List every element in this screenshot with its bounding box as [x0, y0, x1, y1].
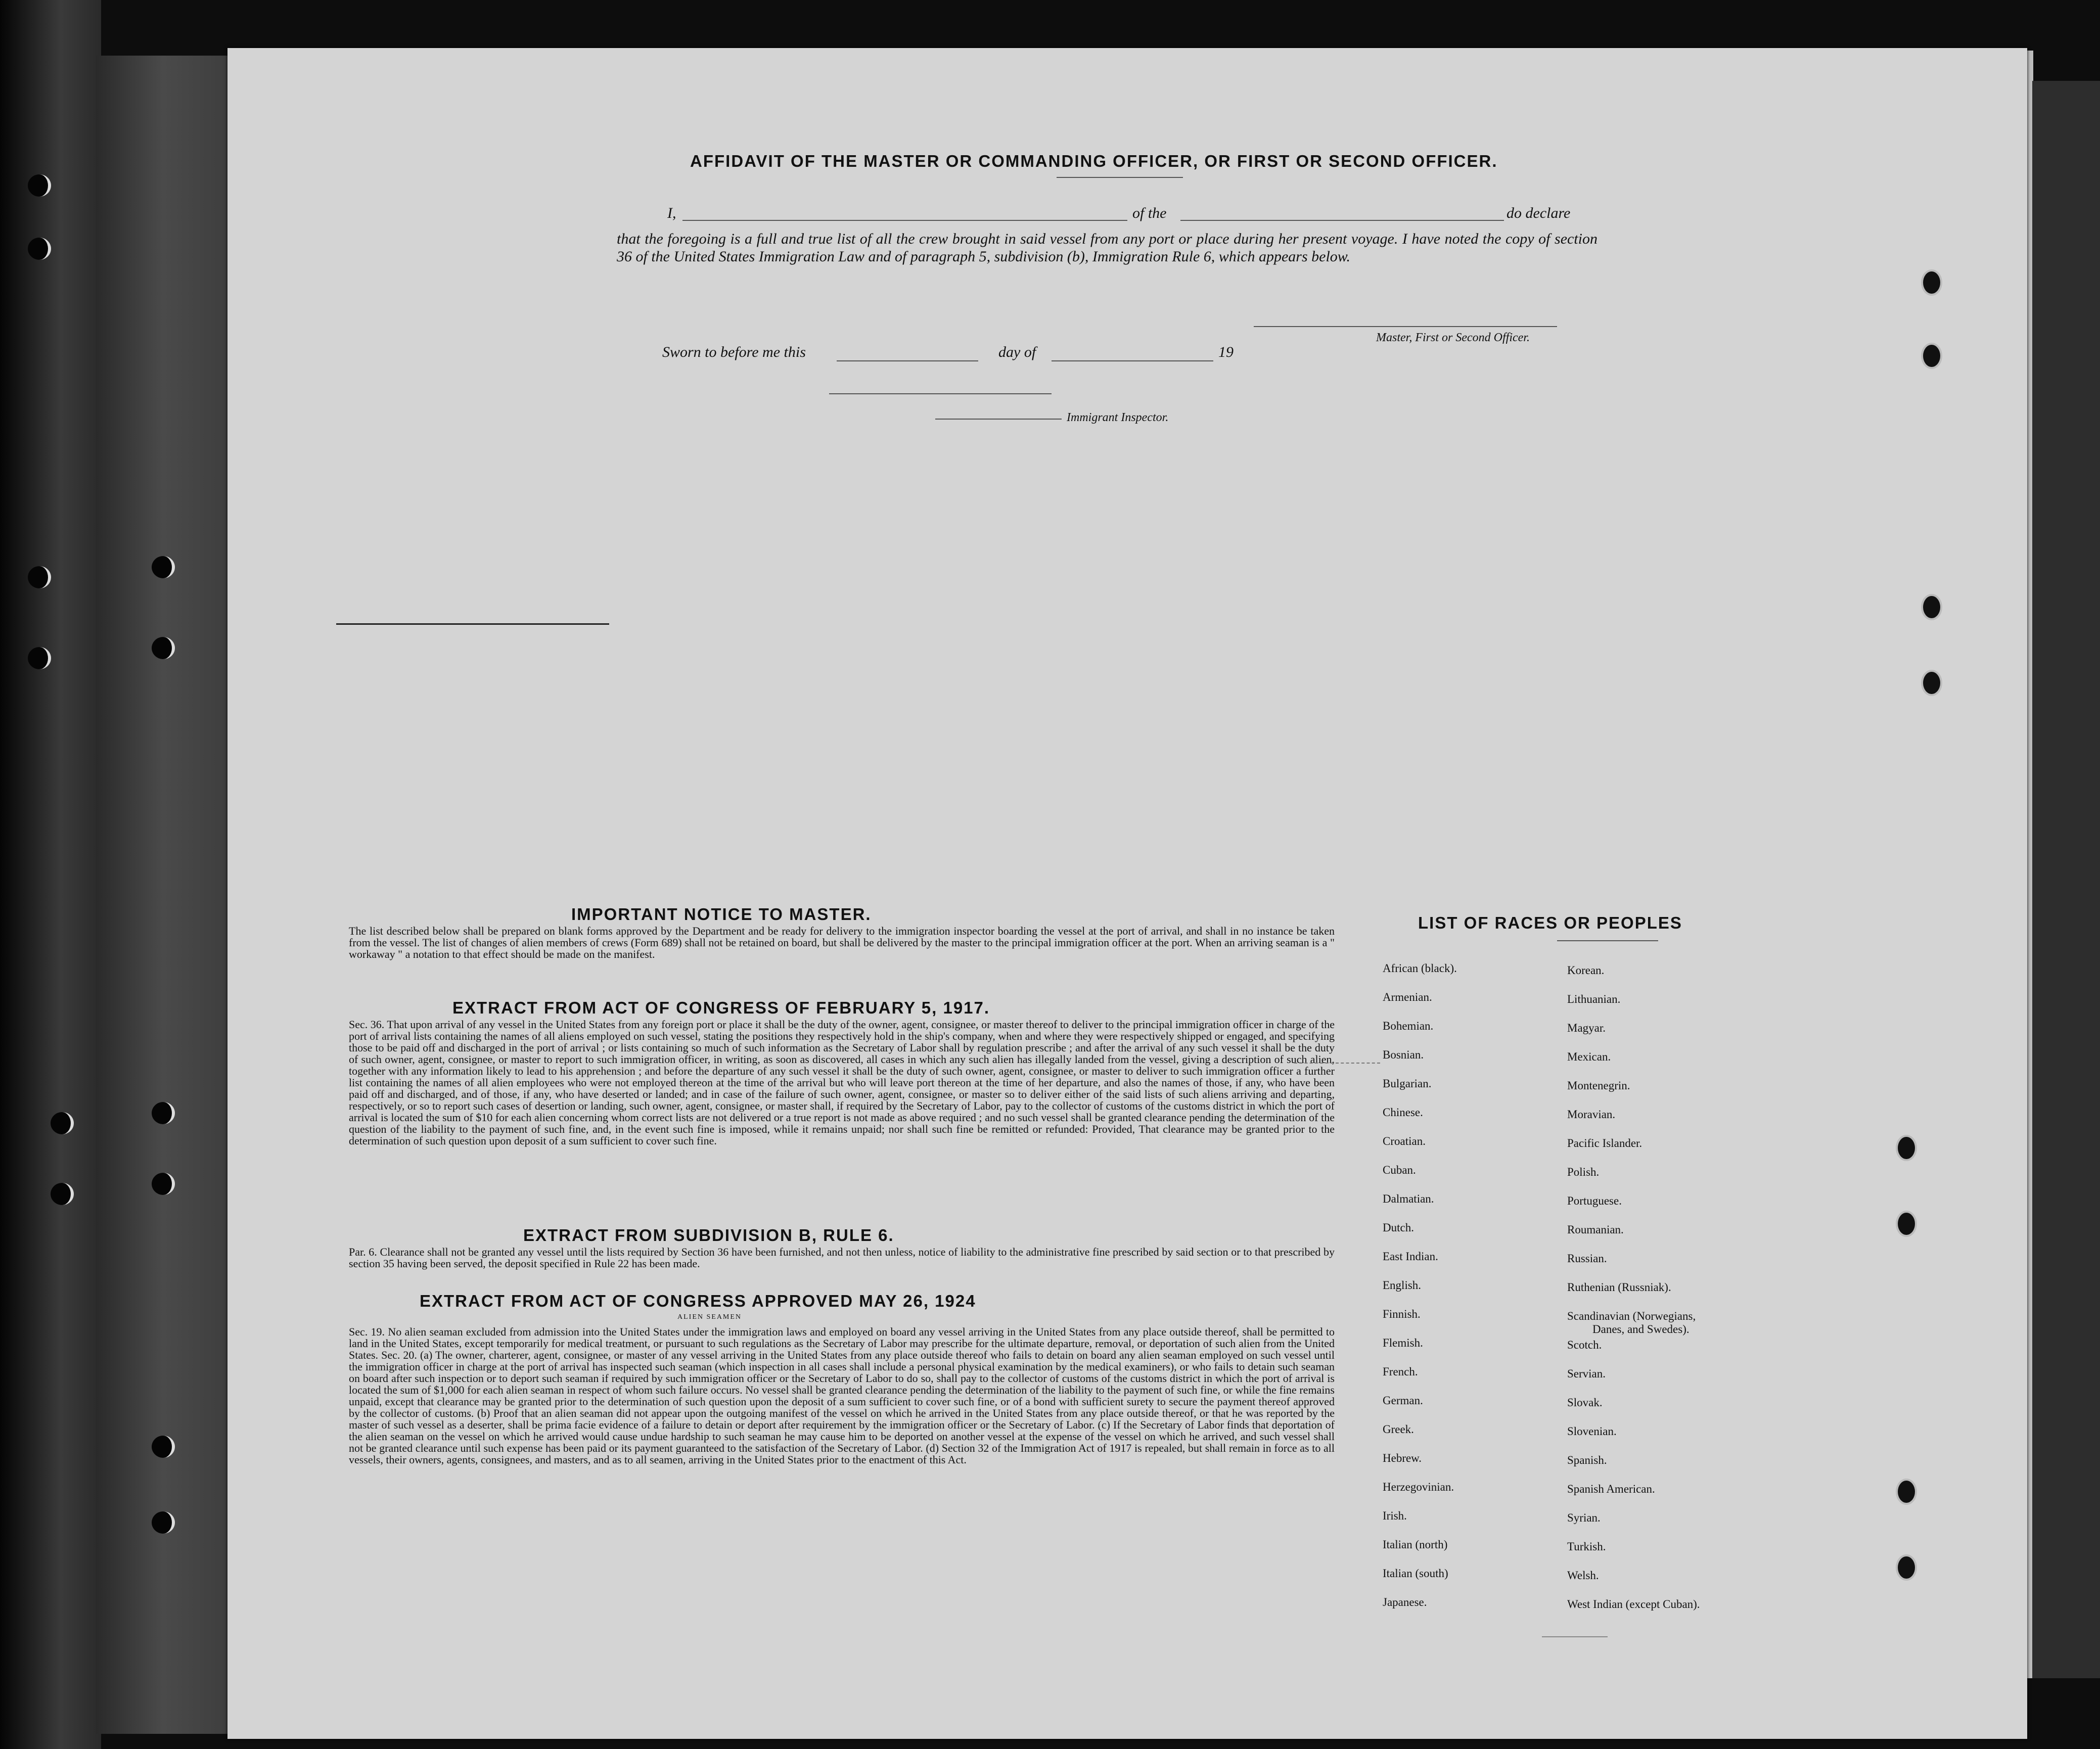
- race-item: Greek.: [1383, 1423, 1414, 1436]
- inspector-label: Immigrant Inspector.: [1067, 411, 1169, 424]
- punch-hole: [1921, 269, 1942, 296]
- race-item: Mexican.: [1567, 1050, 1611, 1063]
- underlying-page-edge: [2032, 81, 2100, 1678]
- punch-hole: [1921, 670, 1942, 696]
- race-item: Russian.: [1567, 1252, 1607, 1265]
- race-item: Slovak.: [1567, 1396, 1603, 1409]
- race-item: Turkish.: [1567, 1540, 1606, 1553]
- punch-hole: [1896, 1479, 1917, 1505]
- race-item: Hebrew.: [1383, 1452, 1422, 1464]
- race-item: Flemish.: [1383, 1337, 1423, 1349]
- race-item: English.: [1383, 1279, 1422, 1292]
- race-item: Bosnian.: [1383, 1048, 1424, 1061]
- race-item: Chinese.: [1383, 1106, 1423, 1119]
- punch-hole: [1921, 594, 1942, 620]
- race-item: Korean.: [1567, 964, 1605, 977]
- binder-hole: [152, 1436, 175, 1458]
- race-item: Servian.: [1567, 1367, 1606, 1380]
- race-item: Croatian.: [1383, 1135, 1426, 1147]
- vessel-blank[interactable]: [1180, 220, 1504, 221]
- form-page: [227, 48, 2027, 1739]
- race-item: Spanish.: [1567, 1454, 1607, 1466]
- race-item: Scandinavian (Norwegians,: [1567, 1310, 1696, 1322]
- affidavit-title: AFFIDAVIT OF THE MASTER OR COMMANDING OFFICER, OR FIRST OR SECOND OFFICER.: [690, 152, 1498, 170]
- binder-hole: [152, 1173, 175, 1195]
- binder-hole: [28, 566, 51, 588]
- race-item: Roumanian.: [1567, 1223, 1624, 1236]
- races-rule: [1557, 940, 1658, 941]
- punch-hole: [1896, 1554, 1917, 1581]
- scan-left-edge: [0, 0, 101, 1749]
- sworn-year: 19: [1218, 344, 1234, 360]
- inspector-blank-1[interactable]: [829, 393, 1052, 394]
- race-item: East Indian.: [1383, 1250, 1438, 1263]
- punch-hole: [1896, 1135, 1917, 1161]
- race-item: Danes, and Swedes).: [1592, 1323, 1690, 1336]
- race-item: Armenian.: [1383, 991, 1432, 1003]
- binder-hole: [152, 1511, 175, 1534]
- binder-hole: [28, 174, 51, 197]
- race-item: Herzegovinian.: [1383, 1481, 1454, 1493]
- race-item: German.: [1383, 1394, 1423, 1407]
- title-rule: [1057, 177, 1183, 178]
- race-item: Finnish.: [1383, 1308, 1421, 1320]
- extract-1924-text: Sec. 19. No alien seaman excluded from admission into the United States under the immigration laws and employed on board any vessel arriving in the United States from any place outside thereof, shall be permitted to land in the United States, except temporarily for medical treatment, or pursuant to such regulations as the Secretary of Labor may prescribe for the ultimate departure, removal, or deportation of such alien from the United States. Sec. 20. (a) The owner, charterer, agent, consignee, or master of any vessel arriving in the United States from any place outside thereof who fails to detain on board any alien seaman employed on such vessel until the immigration officer in charge at the port of arrival has inspected such seaman (which inspection in all cases shall include a personal physical examination by the medical examiners), or who fails to detain such seaman on board after such inspection or to deport such seaman if required by such immigration officer or the Secretary of Labor to do so, shall pay to the collector of customs of the customs district in which the port of arrival is located the sum of $1,000 for each alien seaman in respect of whom such failure occurs. No vessel shall be granted clearance pending the determination of the liability to the payment of such fine, or while the fine remains unpaid, except that clearance may be granted prior to the determination of such question upon the deposit of a sum sufficient to cover such fine, or of a bond with sufficient surety to secure the payment thereof approved by the collector of customs. (b) Proof that an alien seaman did not appear upon the outgoing manifest of the vessel on which he arrived in the United States from any place outside thereof, or that he was reported by the master of such vessel as a deserter, shall be prima facie evidence of a failure to detain or deport after requirement by the immigration officer or the Secretary of Labor. (c) If the Secretary of Labor finds that deportation of the alien seaman on the vessel on which he arrived would cause undue hardship to such seaman he may cause him to be deported on another vessel at the expense of the vessel on which he arrived, and such vessel shall not be granted clearance until such expense has been paid or its payment guaranteed to the satisfaction of the Secretary of Labor. (d) Section 32 of the Immigration Act of 1917 is repealed, but shall remain in force as to all vessels, their owners, agents, consignees, and masters, and as to all seamen, arriving in the United States prior to the enactment of this Act.: [349, 1325, 1335, 1466]
- binder-hole: [152, 1102, 175, 1124]
- race-item: Dutch.: [1383, 1221, 1414, 1234]
- affidavit-declare: do declare: [1506, 205, 1571, 221]
- inspector-blank-2[interactable]: [935, 419, 1062, 420]
- race-item: Polish.: [1567, 1166, 1600, 1178]
- binder-hole: [28, 647, 51, 669]
- race-item: Syrian.: [1567, 1511, 1601, 1524]
- signature-label: Master, First or Second Officer.: [1376, 331, 1530, 344]
- race-item: Cuban.: [1383, 1164, 1416, 1176]
- race-item: Montenegrin.: [1567, 1079, 1630, 1092]
- sworn-date-blank[interactable]: [837, 360, 978, 361]
- race-item: Magyar.: [1567, 1022, 1606, 1034]
- race-item: Dalmatian.: [1383, 1192, 1434, 1205]
- extract-1924-title: EXTRACT FROM ACT OF CONGRESS APPROVED MAY 26, 1924: [420, 1292, 976, 1310]
- notice-text: The list described below shall be prepared on blank forms approved by the Department and be ready for delivery to the immigration inspector boarding the vessel at the port of arrival, and shall in no instance be taken from the vessel. The list of changes of alien members of crews (Form 689) shall not be retained on board, but shall be delivered by the master to the principal immigration officer at the port. When an arriving seaman is a " workaway " a notation to that effect should be made on the manifest.: [349, 925, 1335, 960]
- affidavit-paragraph: that the foregoing is a full and true list of all the crew brought in said vessel from any port or place during her present voyage. I have noted the copy of section 36 of the United States Immigration Law and of paragraph 5, subdivision (b), Immigration Rule 6, which appears below.: [617, 231, 1597, 265]
- race-item: Spanish American.: [1567, 1483, 1655, 1495]
- race-item: Ruthenian (Russniak).: [1567, 1281, 1671, 1294]
- race-item: Irish.: [1383, 1509, 1407, 1522]
- races-title: LIST OF RACES OR PEOPLES: [1418, 913, 1682, 932]
- race-item: Pacific Islander.: [1567, 1137, 1642, 1149]
- race-item: Bohemian.: [1383, 1020, 1434, 1032]
- race-item: Lithuanian.: [1567, 993, 1621, 1005]
- binder-hole: [51, 1183, 74, 1205]
- rule6-title: EXTRACT FROM SUBDIVISION B, RULE 6.: [523, 1226, 894, 1245]
- binder-hole: [28, 238, 51, 260]
- race-item: African (black).: [1383, 962, 1457, 975]
- race-item: French.: [1383, 1365, 1418, 1378]
- affidavit-of-the: of the: [1132, 205, 1167, 221]
- faint-mark: [1294, 1063, 1380, 1064]
- extract-1917-title: EXTRACT FROM ACT OF CONGRESS OF FEBRUARY 5, 1917.: [452, 998, 990, 1017]
- rule6-text: Par. 6. Clearance shall not be granted any vessel until the lists required by Section 36 have been furnished, and not then unless, notice of liability to the administrative fine prescribed by said section or to that prescribed by section 35 having been served, the deposit specified in Rule 22 has been made.: [349, 1246, 1335, 1270]
- race-item: Bulgarian.: [1383, 1077, 1432, 1090]
- pen-stroke: [336, 623, 609, 625]
- signature-blank[interactable]: [1254, 326, 1557, 327]
- race-item: Moravian.: [1567, 1108, 1616, 1121]
- sworn-month-blank[interactable]: [1052, 360, 1213, 361]
- faint-mark: [1542, 1636, 1608, 1637]
- race-item: Japanese.: [1383, 1596, 1427, 1608]
- punch-hole: [1896, 1211, 1917, 1237]
- race-item: Welsh.: [1567, 1569, 1599, 1582]
- race-item: Italian (north): [1383, 1538, 1448, 1551]
- race-item: Italian (south): [1383, 1567, 1448, 1580]
- binder-hole: [51, 1112, 74, 1134]
- race-item: Portuguese.: [1567, 1194, 1622, 1207]
- sworn-day-of: day of: [998, 344, 1036, 360]
- binder-hole: [152, 556, 175, 578]
- sworn-text: Sworn to before me this: [662, 344, 806, 360]
- punch-hole: [1921, 343, 1942, 369]
- binder-hole: [152, 637, 175, 659]
- extract-1924-subtitle: ALIEN SEAMEN: [677, 1313, 742, 1321]
- race-item: Slovenian.: [1567, 1425, 1617, 1438]
- affidavit-i: I,: [667, 205, 676, 221]
- race-item: West Indian (except Cuban).: [1567, 1598, 1700, 1610]
- name-blank[interactable]: [682, 220, 1127, 221]
- notice-title: IMPORTANT NOTICE TO MASTER.: [571, 905, 872, 924]
- extract-1917-text: Sec. 36. That upon arrival of any vessel in the United States from any foreign port or place it shall be the duty of the owner, agent, consignee, or master thereof to deliver to the principal immigration officer in charge of the port of arrival lists containing the names of all aliens employed on such vessel, stating the positions they respectively hold in the ship's company, when and where they were respectively shipped or engaged, and specifying those to be paid off and discharged in the port of arrival ; or lists containing so much of such information as the Secretary of Labor shall by regulation prescribe ; and after the arrival of any such vessel it shall be the duty of such owner, agent, consignee, or master to report to such immigration officer, in writing, as soon as discovered, all cases in which any such alien has illegally landed from the vessel, giving a description of such alien, together with any information likely to lead to his apprehension ; and before the departure of any such vessel it shall be the duty of such owner, agent, consignee, or master to deliver to such immigration officer a further list containing the names of all alien employees who were not employed thereon at the time of the arrival but who will leave port thereon at the time of her departure, and also the names of those, if any, who have been paid off and discharged, and of those, if any, who have deserted or landed; and in case of the failure of such owner, agent, consignee, or master so to deliver either of the said lists of such aliens arriving and departing, respectively, or so to report such cases of desertion or landing, such owner, agent, consignee, or master shall, if required by the Secretary of Labor, pay to the collector of customs of the customs district in which the port of arrival is located the sum of $10 for each alien concerning whom correct lists are not delivered or a true report is not made as above required ; and no such vessel shall be granted clearance pending the determination of the question of the liability to the payment of such fine, and, in the event such fine is imposed, while it remains unpaid; nor shall such fine be remitted or refunded: Provided, That clearance may be granted prior to the determination of such question upon deposit of a sum sufficient to cover such fine.: [349, 1018, 1335, 1147]
- race-item: Scotch.: [1567, 1339, 1602, 1351]
